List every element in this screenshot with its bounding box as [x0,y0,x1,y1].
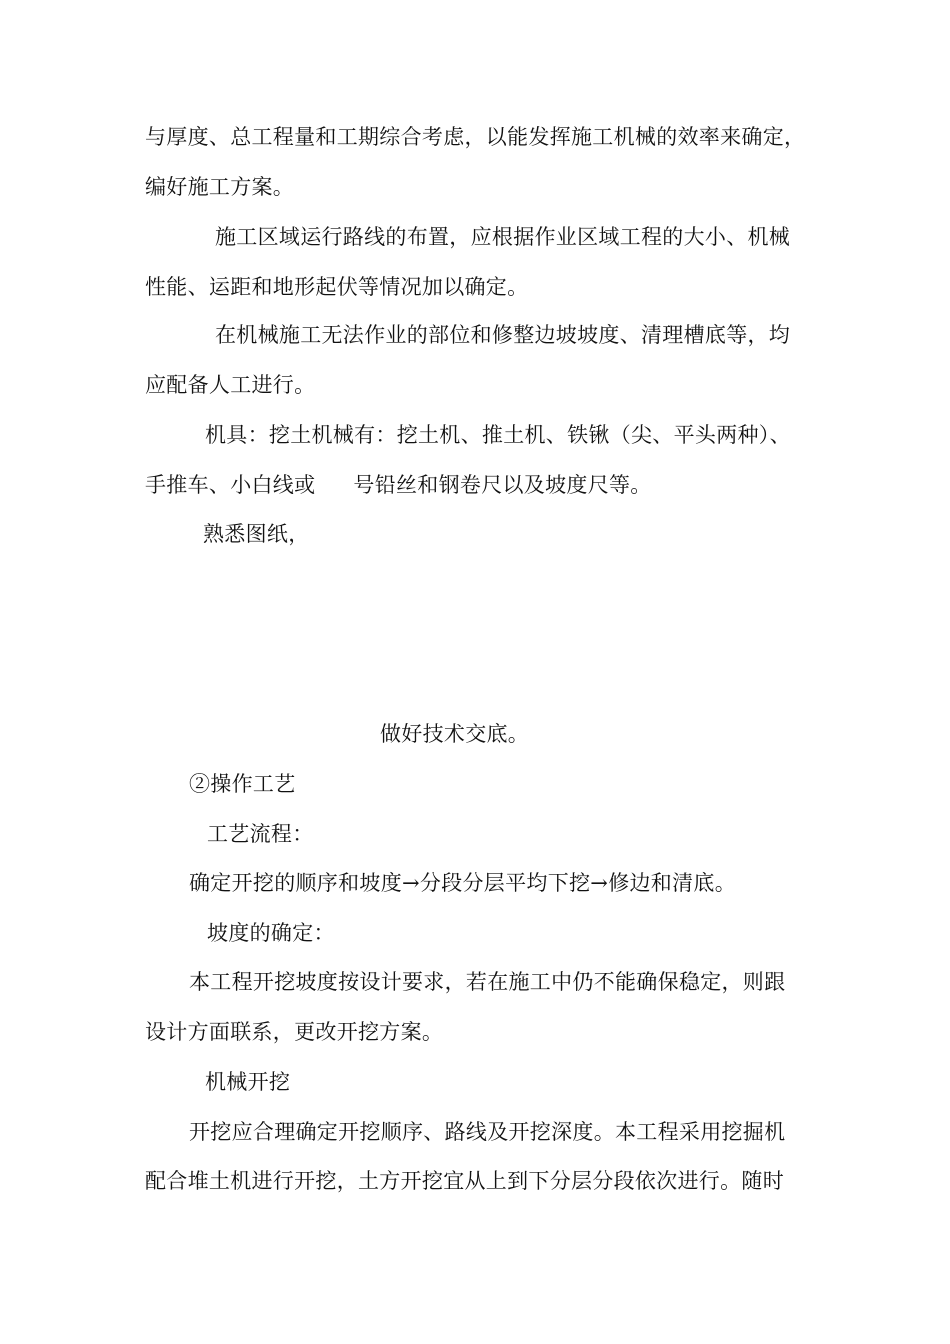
paragraph-line: 施工区域运行路线的布置，应根据作业区域工程的大小、机械 [215,225,791,249]
subheading: 坡度的确定： [207,921,335,945]
line-segment: 手推车、小白线或 [145,473,316,497]
paragraph-line: 配合堆土机进行开挖，土方开挖宜从上到下分层分段依次进行。随时 [145,1169,784,1193]
paragraph-line: 编好施工方案。 [145,175,295,199]
paragraph-line: 在机械施工无法作业的部位和修整边坡坡度、清理槽底等，均 [215,323,791,347]
paragraph-line: 本工程开挖坡度按设计要求，若在施工中仍不能确保稳定，则跟 [189,970,786,994]
line-segment: 号铅丝和钢卷尺以及坡度尺等。 [353,473,652,497]
subheading: 工艺流程： [207,822,314,846]
paragraph-line: 设计方面联系，更改开挖方案。 [145,1020,444,1044]
section-heading: ②操作工艺 [189,772,296,796]
paragraph-line: 熟悉图纸， [203,522,310,546]
paragraph-line: 确定开挖的顺序和坡度→分段分层平均下挖→修边和清底。 [189,871,736,895]
paragraph-line: 与厚度、总工程量和工期综合考虑，以能发挥施工机械的效率来确定， [145,125,806,149]
paragraph-line: 开挖应合理确定开挖顺序、路线及开挖深度。本工程采用挖掘机 [189,1120,786,1144]
section-heading: 做好技术交底。 [380,722,530,746]
paragraph-line: 性能、运距和地形起伏等情况加以确定。 [145,275,529,299]
subheading: 机械开挖 [205,1070,291,1094]
paragraph-line: 机具：挖土机械有：挖土机、推土机、铁锹（尖、平头两种）、 [205,423,791,447]
paragraph-line: 应配备人工进行。 [145,373,316,397]
paragraph-line [145,471,652,499]
